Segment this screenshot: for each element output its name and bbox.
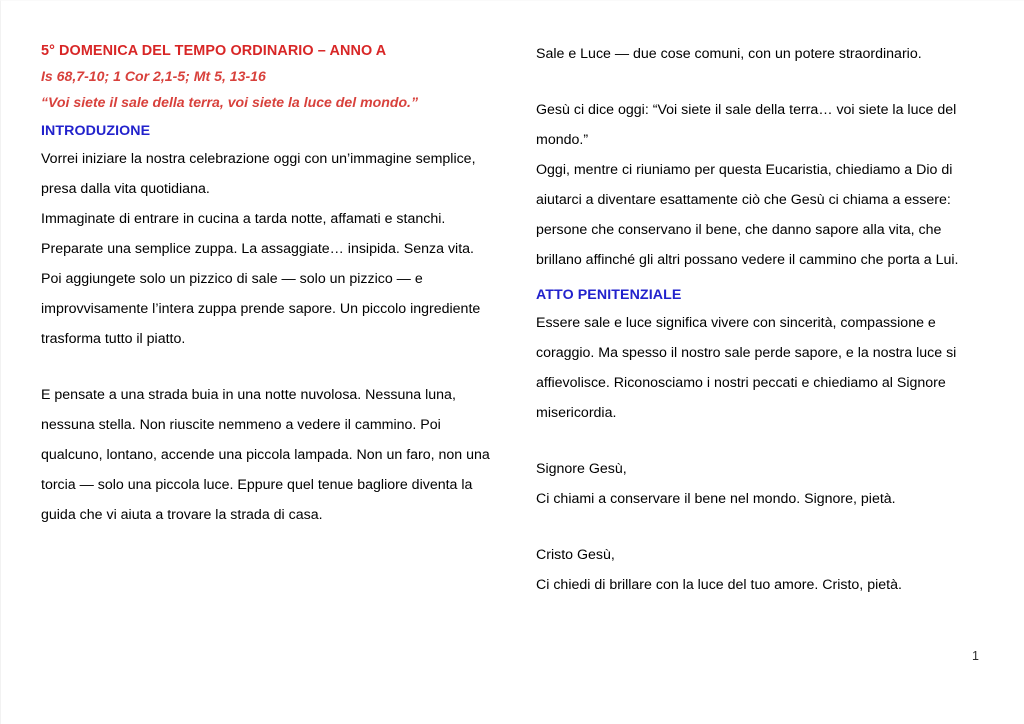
scripture-readings: Is 68,7-10; 1 Cor 2,1-5; Mt 5, 13-16: [41, 68, 266, 84]
invocation-text-cristo: Ci chiedi di brillare con la luce del tuo amore. Cristo, pietà.: [536, 577, 902, 593]
right-column: [536, 39, 985, 600]
invocation-text-signore: Ci chiami a conservare il bene nel mondo. Signore, pietà.: [536, 491, 896, 507]
paragraph-jesus-says: Gesù ci dice oggi: “Voi siete il sale della terra… voi siete la luce del mondo.”: [536, 102, 957, 148]
section-heading-introduzione: INTRODUZIONE: [41, 123, 151, 139]
paragraph-dark-road-story: E pensate a una strada buia in una notte nuvolosa. Nessuna luna, nessuna stella. Non riuscite nemmeno a vedere il cammino. Poi qualcuno, lontano, accende una piccola lampada. Non un faro, non una torcia — solo una piccola luce. Eppure quel tenue bagliore diventa la guida che vi aiuta a trovare la strada di casa.: [41, 387, 490, 523]
paragraph-intro-opening: Vorrei iniziare la nostra celebrazione oggi con un’immagine semplice, presa dalla vita quotidiana.: [41, 151, 476, 197]
antiphon-quote: “Voi siete il sale della terra, voi siete la luce del mondo.”: [41, 93, 419, 110]
section-heading-atto-penitenziale: ATTO PENITENZIALE: [536, 287, 682, 303]
paragraph-kitchen-story: Immaginate di entrare in cucina a tarda notte, affamati e stanchi. Preparate una semplice zuppa. La assaggiate… insipida. Senza vita. Poi aggiungete solo un pizzico di sale — solo un pizzico — e improvvisamente l’intera zuppa prende sapore. Un piccolo ingrediente trasforma tutto il piatto.: [41, 211, 481, 347]
two-column-layout: [41, 39, 985, 600]
invocation-address-signore: Signore Gesù,: [536, 461, 627, 477]
left-column: [41, 39, 490, 530]
invocation-address-cristo: Cristo Gesù,: [536, 547, 615, 563]
paragraph-salt-and-light: Sale e Luce — due cose comuni, con un potere straordinario.: [536, 46, 922, 62]
document-title: 5° DOMENICA DEL TEMPO ORDINARIO – ANNO A: [41, 43, 387, 59]
page-number: 1: [972, 648, 979, 663]
paragraph-eucharist-invitation: Oggi, mentre ci riuniamo per questa Eucaristia, chiediamo a Dio di aiutarci a diventare esattamente ciò che Gesù ci chiama a essere: persone che conservano il bene, che danno sapore alla vita, che brillano affinché gli altri possano vedere il cammino che porta a Lui.: [536, 162, 959, 268]
paragraph-penitential-intro: Essere sale e luce significa vivere con sincerità, compassione e coraggio. Ma spesso il nostro sale perde sapore, e la nostra luce si affievolisce. Riconosciamo i nostri peccati e chiediamo al Signore misericordia.: [536, 315, 957, 421]
